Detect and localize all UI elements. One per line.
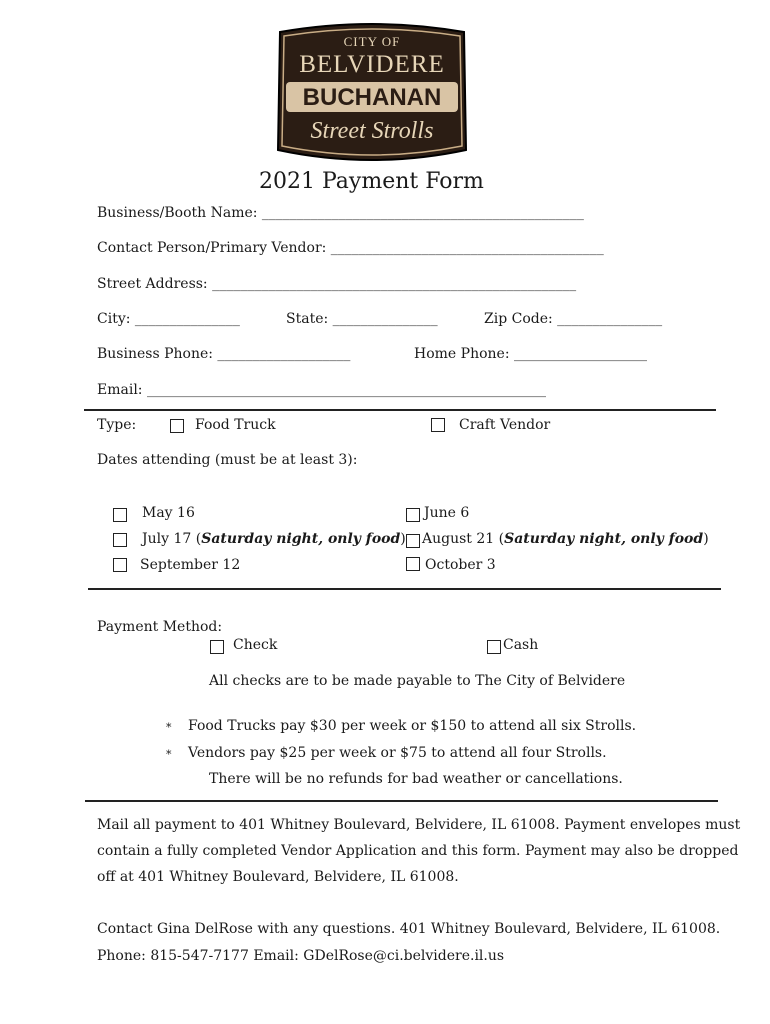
food-truck-label: Food Truck	[195, 417, 276, 433]
oct3-checkbox[interactable]	[406, 557, 420, 571]
july17-note: Saturday night, only food	[201, 531, 401, 547]
aug21-text: August 21 (	[422, 531, 505, 547]
july17-close: )	[400, 531, 406, 547]
divider-1	[84, 409, 716, 411]
aug21-label	[422, 531, 709, 547]
bullet-icon: *	[166, 721, 172, 734]
mail-line-3: off at 401 Whitney Boulevard, Belvidere, IL 61008.	[97, 869, 459, 885]
city-field[interactable]: City: _______________	[97, 311, 240, 327]
business-name-field[interactable]: Business/Booth Name: ______________________________________________	[97, 205, 584, 221]
sep12-label: September 12	[140, 557, 241, 573]
divider-2	[88, 588, 721, 590]
mail-line-1: Mail all payment to 401 Whitney Boulevard, Belvidere, IL 61008. Payment envelopes must	[97, 817, 741, 833]
buchanan-street-strolls-logo	[270, 18, 474, 168]
cash-label: Cash	[503, 637, 539, 653]
email-field[interactable]: Email: _________________________________________________________	[97, 382, 546, 398]
may16-label: May 16	[142, 505, 195, 521]
form-title: 2021 Payment Form	[259, 169, 484, 194]
check-checkbox[interactable]	[210, 640, 224, 654]
logo-belvidere: BELVIDERE	[299, 51, 445, 78]
zip-code-field[interactable]: Zip Code: _______________	[484, 311, 663, 327]
business-phone-field[interactable]: Business Phone: ___________________	[97, 346, 351, 362]
contact-person-field[interactable]: Contact Person/Primary Vendor: _______________________________________	[97, 240, 604, 256]
craft-vendor-label: Craft Vendor	[459, 417, 551, 433]
june6-label: June 6	[424, 505, 470, 521]
payable-note: All checks are to be made payable to The City of Belvidere	[209, 673, 626, 689]
vendor-fee: Vendors pay $25 per week or $75 to attend all four Strolls.	[188, 745, 607, 761]
home-phone-field[interactable]: Home Phone: ___________________	[414, 346, 647, 362]
may16-checkbox[interactable]	[113, 508, 127, 522]
sep12-checkbox[interactable]	[113, 558, 127, 572]
logo-city-of: CITY OF	[343, 34, 401, 49]
divider-3	[85, 800, 718, 802]
refunds-note: There will be no refunds for bad weather or cancellations.	[209, 771, 623, 787]
dates-heading: Dates attending (must be at least 3):	[97, 452, 358, 468]
aug21-close: )	[703, 531, 709, 547]
street-address-field[interactable]: Street Address: ____________________________________________________	[97, 276, 577, 292]
logo-buchanan: BUCHANAN	[302, 84, 442, 111]
oct3-label: October 3	[425, 557, 496, 573]
check-label: Check	[233, 637, 278, 653]
food-truck-checkbox[interactable]	[170, 419, 184, 433]
aug21-note: Saturday night, only food	[504, 531, 704, 547]
mail-line-2: contain a fully completed Vendor Application and this form. Payment may also be dropped	[97, 843, 739, 859]
aug21-checkbox[interactable]	[406, 534, 420, 548]
food-truck-fee: Food Trucks pay $30 per week or $150 to attend all six Strolls.	[188, 718, 637, 734]
july17-label	[142, 531, 406, 547]
craft-vendor-checkbox[interactable]	[431, 418, 445, 432]
bullet-icon: *	[166, 748, 172, 761]
july17-checkbox[interactable]	[113, 533, 127, 547]
july17-text: July 17 (	[142, 531, 202, 547]
contact-line-1: Contact Gina DelRose with any questions. 401 Whitney Boulevard, Belvidere, IL 61008.	[97, 921, 721, 937]
payment-method-label: Payment Method:	[97, 619, 223, 635]
june6-checkbox[interactable]	[406, 508, 420, 522]
state-field[interactable]: State: _______________	[286, 311, 438, 327]
contact-line-2: Phone: 815-547-7177 Email: GDelRose@ci.belvidere.il.us	[97, 948, 505, 964]
cash-checkbox[interactable]	[487, 640, 501, 654]
type-label: Type:	[97, 417, 137, 433]
logo-street-strolls: Street Strolls	[310, 118, 434, 144]
